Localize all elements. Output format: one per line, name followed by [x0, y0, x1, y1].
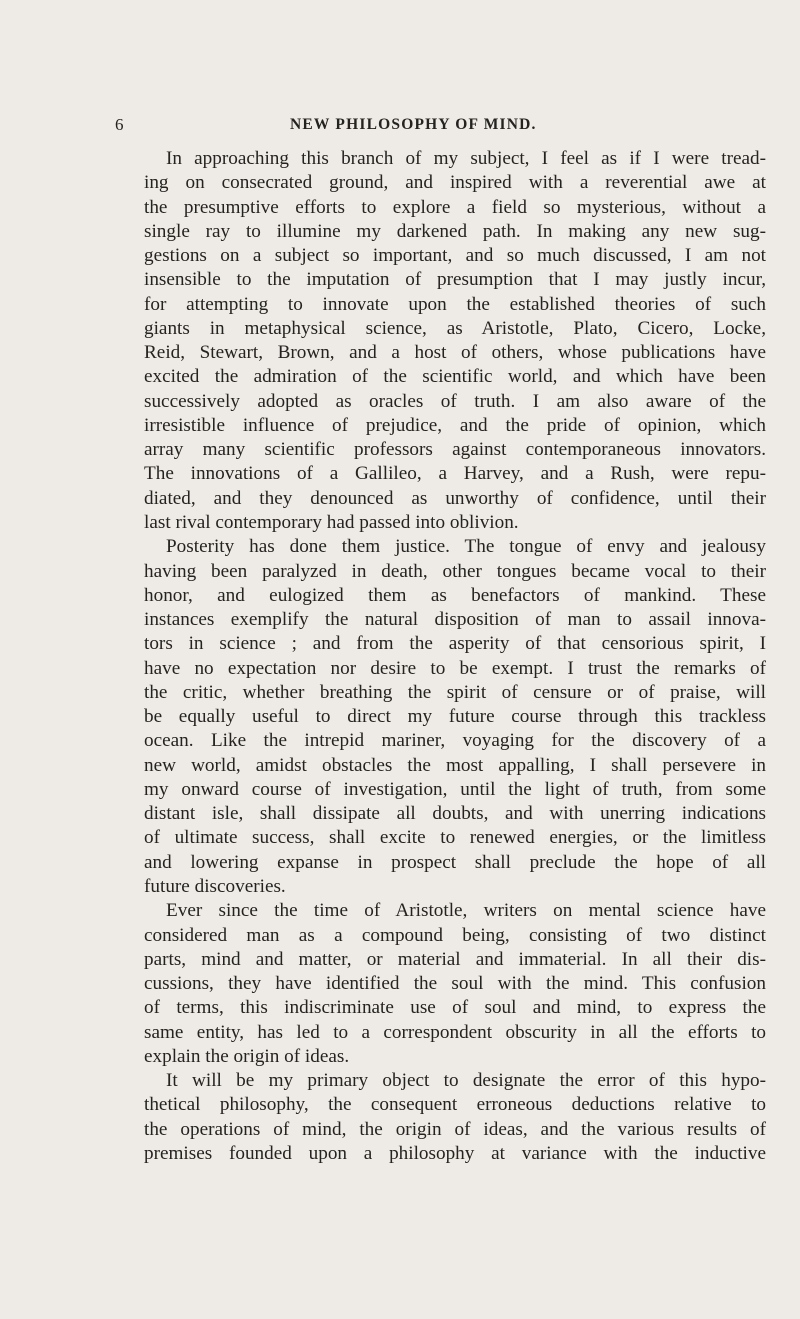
running-head — [115, 115, 755, 145]
text-line: excited the admiration of the scientific world, and which have been — [144, 366, 766, 388]
running-title: NEW PHILOSOPHY OF MIND. — [290, 116, 537, 133]
text-line: future discoveries. — [144, 875, 286, 897]
text-line: for attempting to innovate upon the established theories of such — [144, 293, 766, 315]
text-line: ocean. Like the intrepid mariner, voyaging for the discovery of a — [144, 730, 766, 752]
text-line: the operations of mind, the origin of ideas, and the various results of — [144, 1118, 766, 1140]
text-line: Ever since the time of Aristotle, writers on mental science have — [166, 900, 766, 922]
text-line: array many scientific professors against contemporaneous innovators. — [144, 439, 766, 461]
text-line: of terms, this indiscriminate use of soul and mind, to express the — [144, 997, 766, 1019]
text-line: considered man as a compound being, consisting of two distinct — [144, 924, 766, 946]
text-line: having been paralyzed in death, other tongues became vocal to their — [144, 560, 766, 582]
text-line: It will be my primary object to designate the error of this hypo- — [166, 1070, 766, 1092]
text-line: In approaching this branch of my subject, I feel as if I were tread- — [166, 148, 766, 169]
text-line: single ray to illumine my darkened path. In making any new sug- — [144, 220, 766, 242]
text-line: premises founded upon a philosophy at variance with the inductive — [144, 1142, 766, 1164]
text-line: explain the origin of ideas. — [144, 1045, 350, 1067]
text-line: ing on consecrated ground, and inspired with a reverential awe at — [144, 172, 766, 194]
text-line: be equally useful to direct my future course through this trackless — [144, 706, 766, 728]
text-line: the presumptive efforts to explore a field so mysterious, without a — [144, 196, 766, 218]
page-number: 6 — [115, 115, 124, 134]
paragraph — [144, 1069, 766, 1166]
text-line: The innovations of a Gallileo, a Harvey, and a Rush, were repu- — [144, 463, 766, 485]
text-line: Reid, Stewart, Brown, and a host of others, whose publications have — [144, 342, 766, 364]
text-line: and lowering expanse in prospect shall preclude the hope of all — [144, 851, 766, 873]
text-line: irresistible influence of prejudice, and the pride of opinion, which — [144, 414, 766, 436]
text-line: thetical philosophy, the consequent erroneous deductions relative to — [144, 1094, 766, 1116]
paragraph — [144, 899, 766, 1069]
text-line: cussions, they have identified the soul with the mind. This confusion — [144, 973, 766, 995]
text-line: giants in metaphysical science, as Aristotle, Plato, Cicero, Locke, — [144, 317, 766, 339]
paragraph — [144, 535, 766, 899]
text-line: successively adopted as oracles of truth. I am also aware of the — [144, 390, 766, 412]
text-line: have no expectation nor desire to be exempt. I trust the remarks of — [144, 657, 766, 679]
text-line: my onward course of investigation, until the light of truth, from some — [144, 778, 766, 800]
body-text — [144, 147, 766, 1166]
text-line: Posterity has done them justice. The tongue of envy and jealousy — [166, 536, 766, 558]
text-line: instances exemplify the natural disposition of man to assail innova- — [144, 609, 766, 631]
text-line: parts, mind and matter, or material and immaterial. In all their dis- — [144, 948, 766, 970]
text-line: insensible to the imputation of presumption that I may justly incur, — [144, 269, 766, 291]
text-line: gestions on a subject so important, and so much discussed, I am not — [144, 245, 766, 267]
text-line: diated, and they denounced as unworthy of confidence, until their — [144, 487, 766, 509]
text-line: the critic, whether breathing the spirit of censure or of praise, will — [144, 681, 766, 703]
text-line: last rival contemporary had passed into oblivion. — [144, 511, 519, 533]
text-line: of ultimate success, shall excite to renewed energies, or the limitless — [144, 827, 766, 849]
text-line: distant isle, shall dissipate all doubts, and with unerring indications — [144, 803, 766, 825]
text-line: tors in science ; and from the asperity of that censorious spirit, I — [144, 633, 766, 655]
text-line: honor, and eulogized them as benefactors of mankind. These — [144, 584, 766, 606]
text-line: same entity, has led to a correspondent obscurity in all the efforts to — [144, 1021, 766, 1043]
text-line: new world, amidst obstacles the most appalling, I shall persevere in — [144, 754, 766, 776]
paragraph — [144, 147, 766, 535]
